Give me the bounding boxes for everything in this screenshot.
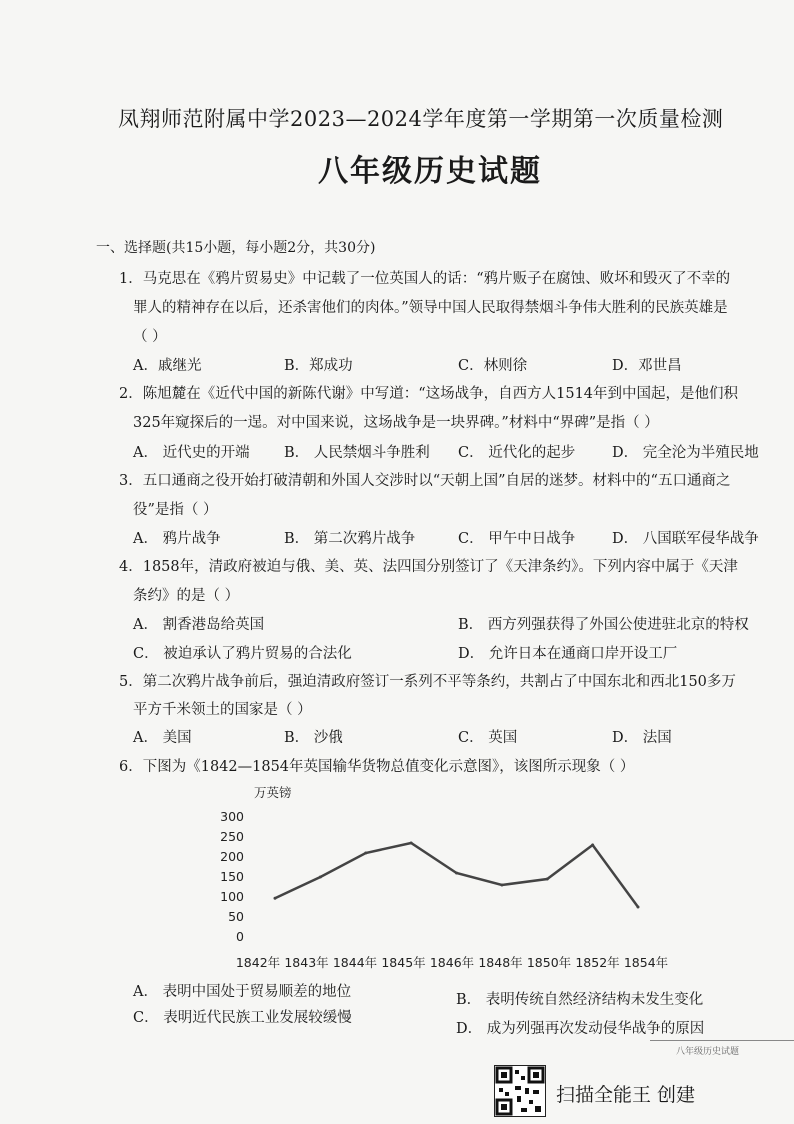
section-label: 一、选择题(共15小题，每小题2分，共30分) [96, 240, 376, 256]
y-tick-label: 0 [236, 929, 244, 944]
q2-option-d: D． 完全沦为半殖民地 [612, 445, 759, 461]
y-tick-label: 200 [220, 849, 244, 864]
school-title: 凤翔师范附属中学2023—2024学年度第一学期第一次质量检测 [118, 107, 724, 131]
q4-line-1: 4．1858年，清政府被迫与俄、美、英、法四国分别签订了《天津条约》。下列内容中属于《天津 [119, 559, 738, 575]
exam-title: 八年级历史试题 [318, 154, 542, 189]
x-tick-label: 1850年 [526, 955, 572, 970]
q2-line-2: 325年窥探后的一逞。对中国来说，这场战争是一块界碑。”材料中“界碑”是指（ ） [133, 415, 659, 431]
q3-option-a: A． 鸦片战争 [133, 531, 221, 547]
data-point [319, 876, 322, 879]
q6-option-c: C． 表明近代民族工业发展较缓慢 [133, 1010, 352, 1026]
q3-option-b: B． 第二次鸦片战争 [284, 531, 416, 547]
x-tick-label: 1854年 [623, 955, 669, 970]
q3-option-d: D． 八国联军侵华战争 [612, 531, 759, 547]
q2-line-1: 2．陈旭麓在《近代中国的新陈代谢》中写道：“这场战争，自西方人1514年到中国起，是他们积 [119, 386, 739, 402]
y-axis-label: 万英镑 [254, 785, 292, 800]
data-point [274, 897, 277, 900]
q6-line-1: 6．下图为《1842—1854年英国输华货物总值变化示意图》，该图所示现象（ ） [119, 759, 635, 775]
q2-option-a: A． 近代史的开端 [133, 445, 250, 461]
q2-option-b: B． 人民禁烟斗争胜利 [284, 445, 430, 461]
y-tick-label: 100 [220, 889, 244, 904]
qr-code-icon [494, 1065, 546, 1117]
scanner-watermark: 扫描全能王 创建 [556, 1084, 696, 1106]
q3-line-2: 役”是指（ ） [133, 502, 218, 518]
q5-option-b: B． 沙俄 [284, 730, 343, 746]
trade-value-chart [200, 780, 670, 975]
x-tick-label: 1848年 [478, 955, 523, 970]
data-point [546, 878, 549, 881]
data-point [500, 884, 503, 887]
data-point [591, 844, 594, 847]
x-tick-label: 1846年 [429, 955, 475, 970]
x-tick-label: 1845年 [381, 955, 426, 970]
series-line [275, 843, 638, 907]
q5-option-d: D． 法国 [612, 730, 672, 746]
y-tick-label: 150 [220, 869, 244, 884]
q1-option-a: A．戚继光 [133, 358, 202, 374]
q6-option-d: D． 成为列强再次发动侵华战争的原因 [456, 1021, 705, 1037]
q3-option-c: C． 甲午中日战争 [458, 531, 576, 547]
q5-line-2: 平方千米领土的国家是（ ） [133, 702, 312, 718]
q1-option-d: D．邓世昌 [612, 358, 682, 374]
footer-corner-tag: 八年级历史试题 [676, 1047, 740, 1057]
q6-option-a: A． 表明中国处于贸易顺差的地位 [133, 984, 352, 1000]
q1-option-c: C．林则徐 [458, 358, 528, 374]
q1-option-b: B．郑成功 [284, 358, 353, 374]
x-tick-label: 1842年 [235, 955, 281, 970]
q4-option-a: A． 割香港岛给英国 [133, 617, 265, 633]
data-point [455, 872, 458, 875]
y-tick-label: 250 [220, 829, 244, 844]
q4-option-c: C． 被迫承认了鸦片贸易的合法化 [133, 646, 352, 662]
data-point [410, 842, 413, 845]
footer-divider [650, 1040, 794, 1041]
data-point [637, 906, 640, 909]
q2-option-c: C． 近代化的起步 [458, 445, 576, 461]
q5-option-a: A． 美国 [133, 730, 192, 746]
x-tick-label: 1844年 [332, 955, 378, 970]
q4-option-b: B． 西方列强获得了外国公使进驻北京的特权 [458, 617, 749, 633]
q6-option-b: B． 表明传统自然经济结构未发生变化 [456, 992, 704, 1008]
q1-line-3: （ ） [133, 329, 167, 345]
q4-line-2: 条约》的是（ ） [133, 588, 240, 604]
y-tick-label: 50 [228, 909, 244, 924]
x-tick-label: 1843年 [284, 955, 329, 970]
data-point [364, 852, 367, 855]
q4-option-d: D． 允许日本在通商口岸开设工厂 [458, 646, 678, 662]
q1-line-2: 罪人的精神存在以后，还杀害他们的肉体。”领导中国人民取得禁烟斗争伟大胜利的民族英雄是 [133, 300, 728, 316]
q1-line-1: 1．马克思在《鸦片贸易史》中记载了一位英国人的话：“鸦片贩子在腐蚀、败坏和毁灭了不幸的 [119, 271, 731, 287]
q3-line-1: 3．五口通商之役开始打破清朝和外国人交涉时以“天朝上国”自居的迷梦。材料中的“五口通商之 [119, 473, 731, 489]
q5-option-c: C． 英国 [458, 730, 518, 746]
x-tick-label: 1852年 [575, 955, 620, 970]
y-tick-label: 300 [220, 809, 244, 824]
q5-line-1: 5．第二次鸦片战争前后，强迫清政府签订一系列不平等条约，共割占了中国东北和西北150多万 [119, 674, 736, 690]
